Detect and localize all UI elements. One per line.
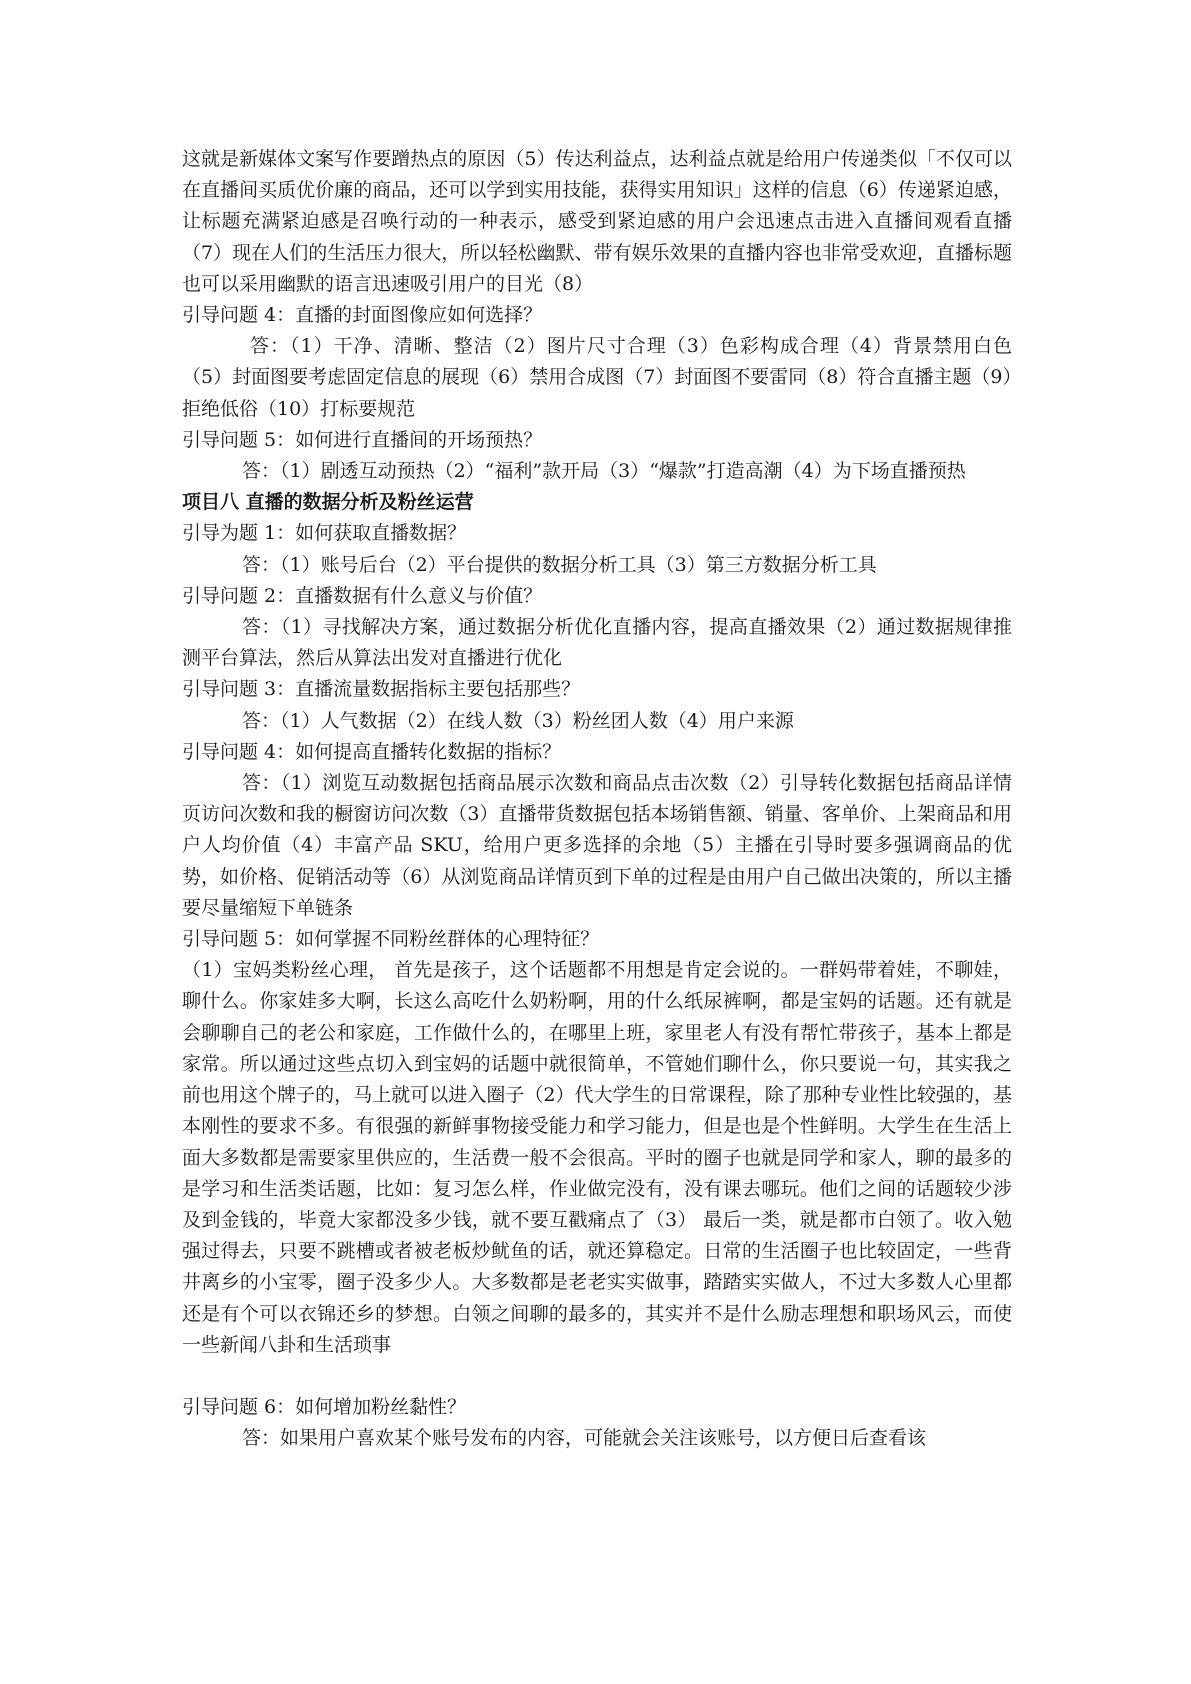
- answer-5: 答：（1）剧透互动预热（2）“福利”款开局（3）“爆款”打造高潮（4）为下场直播预热: [242, 460, 966, 483]
- guide-question-5: 引导问题 5：如何进行直播间的开场预热？: [182, 428, 543, 451]
- answer-4: 答：（1）干净、清晰、整洁（2）图片尺寸合理（3）色彩构成合理（4）背景禁用白色（5）封面图要考虑固定信息的展现（6）禁用合成图（7）封面图不要雷同（8）符合直播主题（9）拒绝低俗（10）打标要规范: [182, 335, 1012, 420]
- guide-question-8-5: 引导问题 5：如何掌握不同粉丝群体的心理特征？: [182, 928, 600, 951]
- document-page: [182, 144, 1012, 1455]
- guide-question-8-1: 引导为题 1：如何获取直播数据？: [182, 522, 467, 545]
- answer-8-3: 答：（1）人气数据（2）在线人数（3）粉丝团人数（4）用户来源: [242, 709, 794, 732]
- guide-question-8-6: 引导问题 6：如何增加粉丝黏性？: [182, 1396, 467, 1419]
- guide-question-8-2: 引导问题 2：直播数据有什么意义与价值？: [182, 584, 543, 607]
- paragraph-continuation: 这就是新媒体文案写作要蹭热点的原因（5）传达利益点，达利益点就是给用户传递类似「不仅可以在直播间买质优价廉的商品，还可以学到实用技能，获得实用知识」这样的信息（6）传递紧迫感，让标题充满紧迫感是召唤行动的一种表示，感受到紧迫感的用户会迅速点击进入直播间观看直播（7）现在人们的生活压力很大，所以轻松幽默、带有娱乐效果的直播内容也非常受欢迎，直播标题也可以采用幽默的语言迅速吸引用户的目光（8）: [182, 148, 1012, 295]
- guide-question-4: 引导问题 4：直播的封面图像应如何选择？: [182, 304, 543, 327]
- blank-line: [182, 1361, 1012, 1392]
- answer-8-1: 答：（1）账号后台（2）平台提供的数据分析工具（3）第三方数据分析工具: [242, 553, 877, 576]
- guide-question-8-4: 引导问题 4：如何提高直播转化数据的指标？: [182, 740, 562, 763]
- answer-8-2: 答：（1）寻找解决方案，通过数据分析优化直播内容，提高直播效果（2）通过数据规律推测平台算法，然后从算法出发对直播进行优化: [182, 616, 1012, 670]
- answer-8-5: （1）宝妈类粉丝心理， 首先是孩子，这个话题都不用想是肯定会说的。一群妈带着娃，不聊娃，聊什么。你家娃多大啊，长这么高吃什么奶粉啊，用的什么纸尿裤啊，都是宝妈的话题。还有就是会聊聊自己的老公和家庭，工作做什么的，在哪里上班，家里老人有没有帮忙带孩子，基本上都是家常。所以通过这些点切入到宝妈的话题中就很简单，不管她们聊什么，你只要说一句，其实我之前也用这个牌子的，马上就可以进入圈子（2）代大学生的日常课程，除了那种专业性比较强的，基本刚性的要求不多。有很强的新鲜事物接受能力和学习能力，但是也是个性鲜明。大学生在生活上面大多数都是需要家里供应的，生活费一般不会很高。平时的圈子也就是同学和家人，聊的最多的是学习和生活类话题，比如：复习怎么样，作业做完没有，没有课去哪玩。他们之间的话题较少涉及到金钱的，毕竟大家都没多少钱，就不要互戳痛点了（3） 最后一类，就是都市白领了。收入勉强过得去，只要不跳槽或者被老板炒鱿鱼的话，就还算稳定。日常的生活圈子也比较固定，一些背井离乡的小宝零，圈子没多少人。大多数都是老老实实做事，踏踏实实做人，不过大多数人心里都还是有个可以衣锦还乡的梦想。白领之间聊的最多的，其实并不是什么励志理想和职场风云，而使一些新闻八卦和生活琐事: [182, 959, 1012, 1356]
- answer-8-4: 答：（1）浏览互动数据包括商品展示次数和商品点击次数（2）引导转化数据包括商品详情页访问次数和我的橱窗访问次数（3）直播带货数据包括本场销售额、销量、客单价、上架商品和用户人均价值（4）丰富产品 SKU，给用户更多选择的余地（5）主播在引导时要多强调商品的优势，如价格、促销活动等（6）从浏览商品详情页到下单的过程是由用户自己做出决策的，所以主播要尽量缩短下单链条: [182, 772, 1012, 919]
- section-heading-project-8: 项目八 直播的数据分析及粉丝运营: [182, 491, 474, 514]
- guide-question-8-3: 引导问题 3：直播流量数据指标主要包括那些？: [182, 678, 581, 701]
- answer-8-6: 答：如果用户喜欢某个账号发布的内容，可能就会关注该账号，以方便日后查看该: [242, 1427, 927, 1450]
